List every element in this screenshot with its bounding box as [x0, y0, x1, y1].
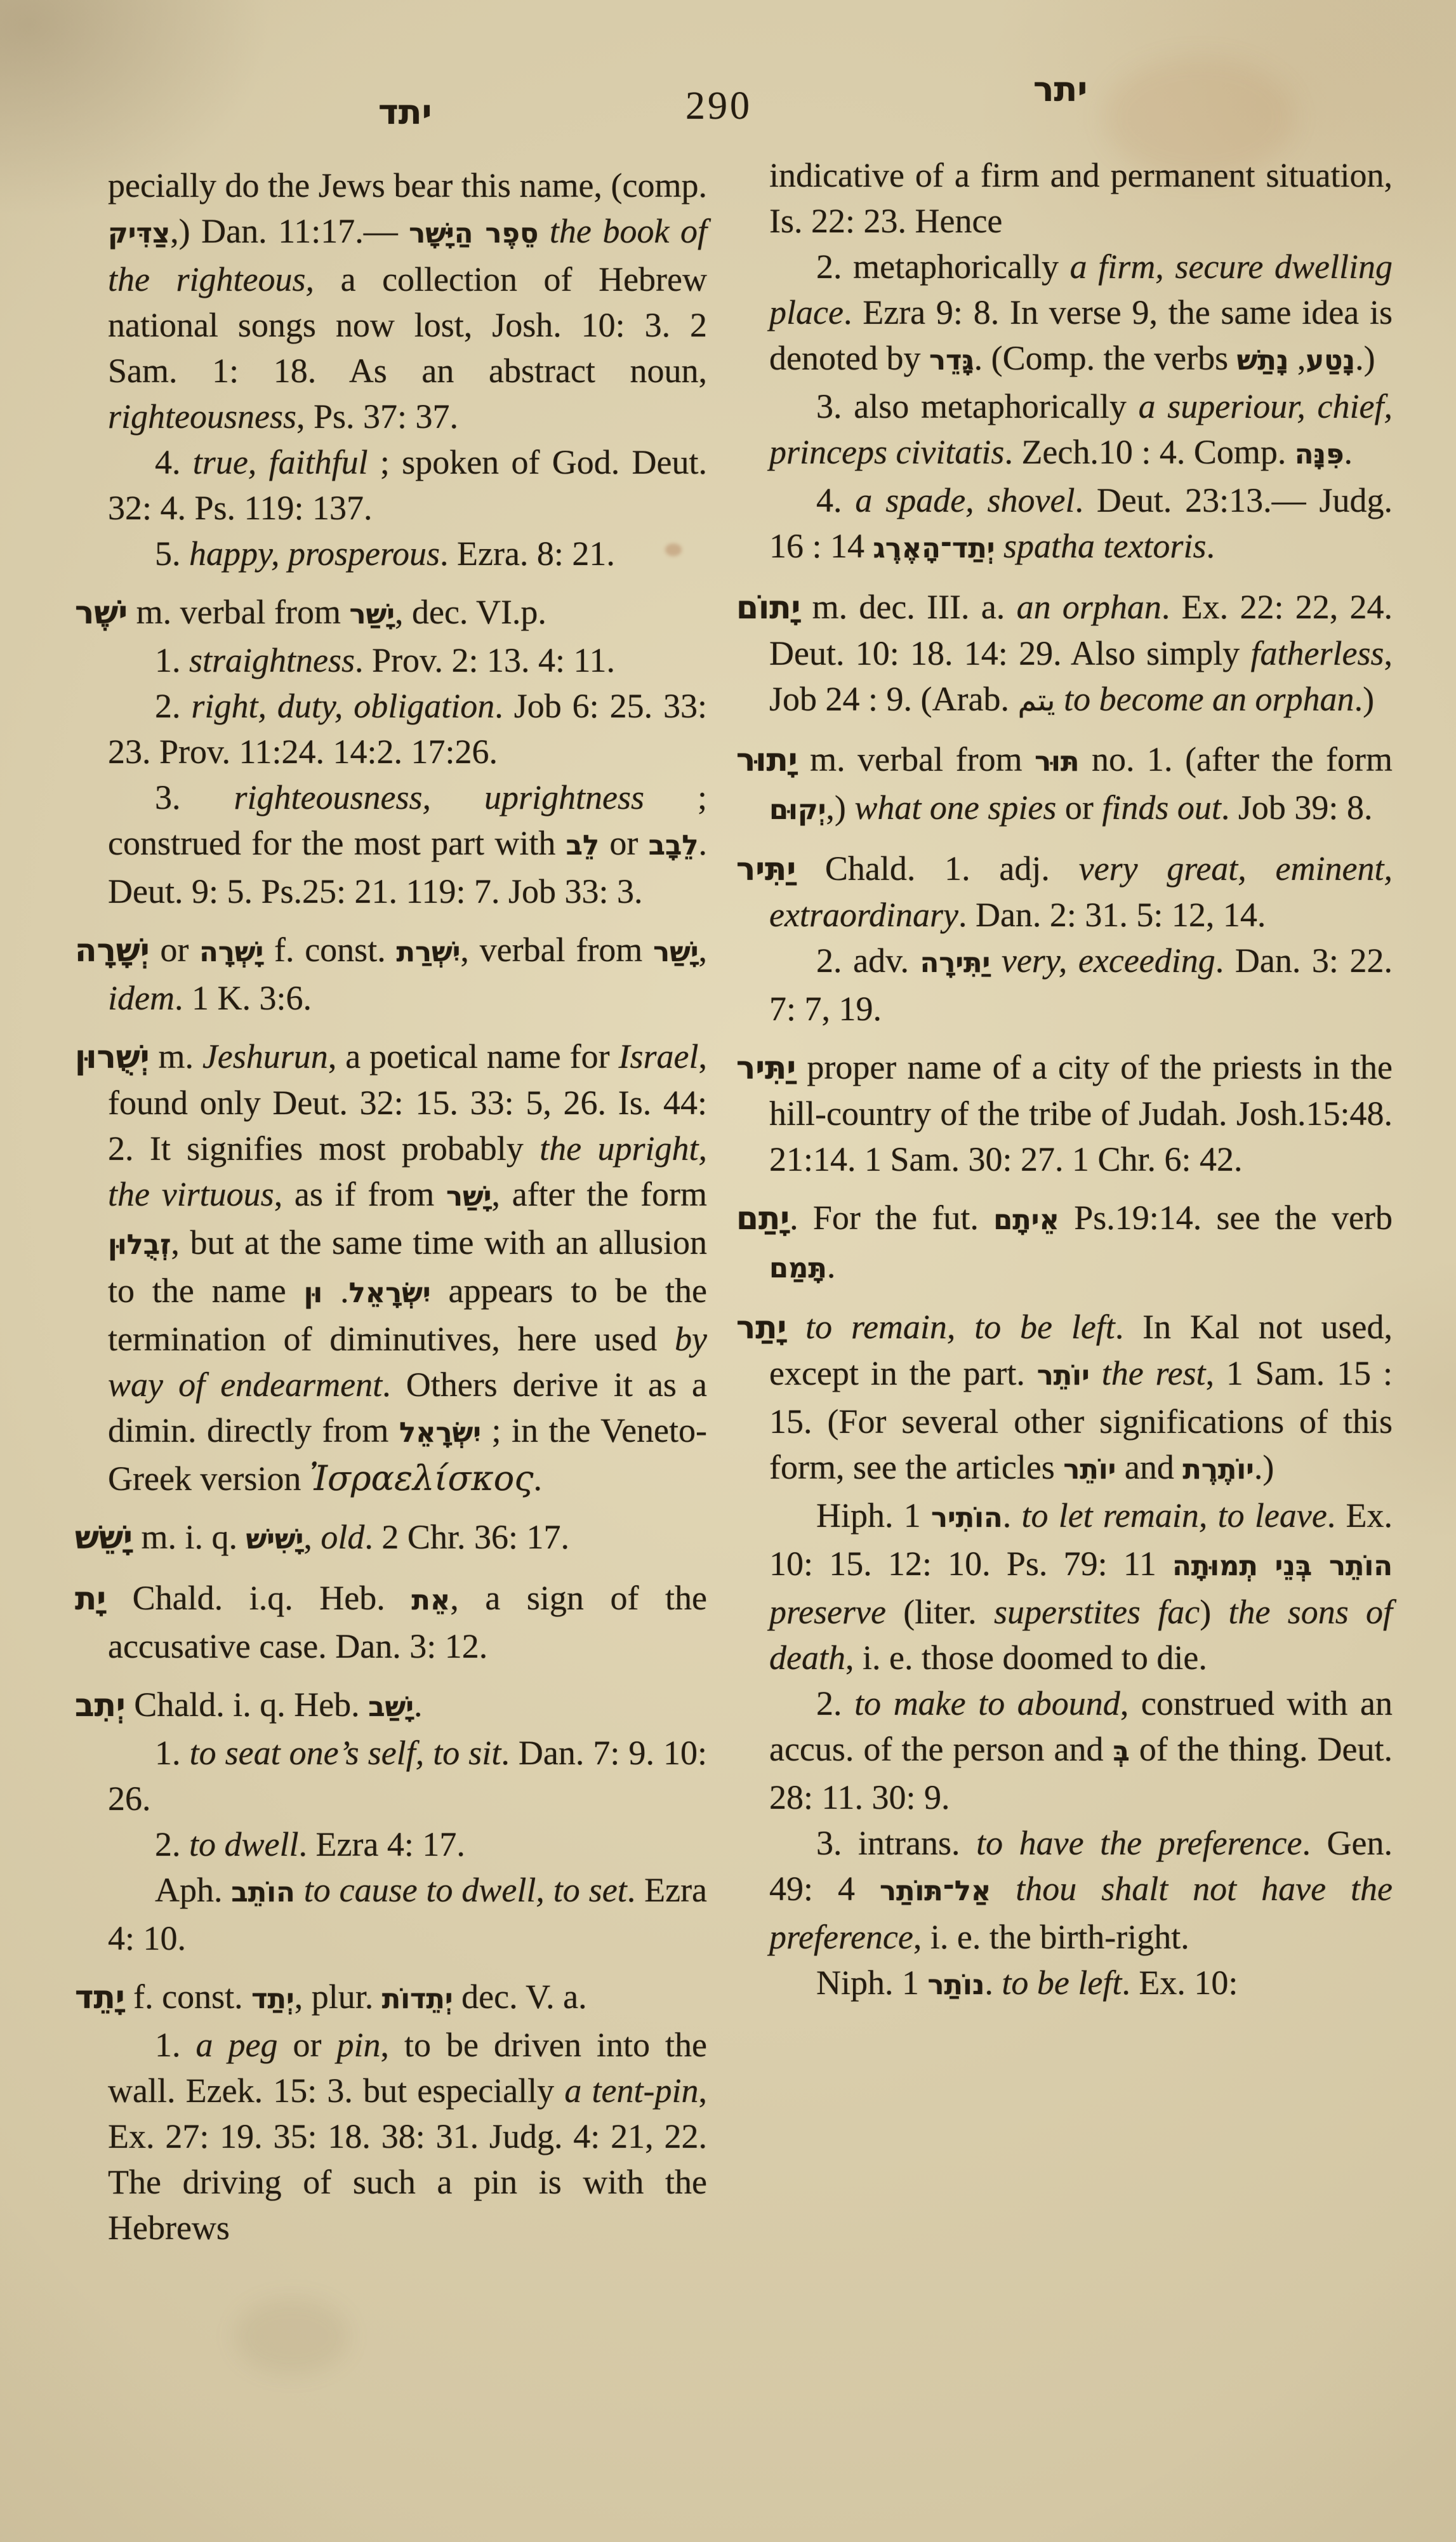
paragraph	[769, 1680, 1393, 1820]
hebrew-headword: יָתוֹם	[736, 589, 801, 626]
paper-stain	[235, 2298, 349, 2374]
body-text: 1.	[155, 641, 189, 679]
italic-text: preserve	[769, 1593, 886, 1631]
body-text: . For the fut.	[790, 1199, 994, 1237]
body-text: . Ex. 10:	[1122, 1964, 1238, 2002]
body-text: ,	[1288, 339, 1306, 377]
dictionary-entry	[736, 846, 1393, 938]
body-text: ,	[303, 1518, 321, 1556]
body-text: Chald. 1. adj.	[796, 849, 1079, 888]
body-text: Aph.	[155, 1871, 232, 1909]
hebrew-headword: יַתִּיר	[736, 850, 797, 888]
body-text: . Ezra. 8: 21.	[440, 535, 615, 573]
hebrew-text: נָטַע	[1306, 345, 1356, 376]
hebrew-text: יָשְׁרָה	[199, 936, 264, 968]
body-text: 1.	[902, 1964, 1002, 2002]
body-text: 4.	[816, 481, 856, 519]
body-text: . Ezra 9: 8. In verse 9, the same idea is denoted by	[769, 293, 1393, 377]
body-text	[1056, 680, 1064, 718]
body-text	[991, 1870, 1016, 1908]
body-text: proper name of a city of the priests in the hill-country of the tribe of Judah. Josh.15:48. 21:14. 1 Sam. 30: 27. 1 Chr. 6: 42.	[769, 1048, 1393, 1178]
italic-text: very great, eminent, extraordinary	[769, 849, 1393, 934]
body-text: , plur.	[294, 1978, 382, 2016]
hebrew-text: יְתַד־הָאֶרֶג	[873, 533, 995, 564]
hebrew-headword: יְשֻׁרוּן	[75, 1038, 150, 1075]
hebrew-text: יְתַד	[251, 1983, 295, 2015]
italic-text: the upright, the virtuous	[108, 1129, 707, 1213]
body-text: or	[1056, 789, 1102, 827]
italic-text: to cause to dwell, to set	[303, 1871, 627, 1909]
paragraph	[108, 683, 707, 775]
hebrew-text: בְּ	[1113, 1736, 1130, 1767]
body-text: m. i. q.	[132, 1518, 246, 1556]
hebrew-text: הוֹתֵר בְּנֵי תְמוּתָה	[1172, 1550, 1393, 1582]
body-text: . Gen. 49: 4	[769, 1824, 1393, 1908]
italic-text: old	[321, 1518, 365, 1556]
body-text: 5.	[155, 535, 189, 573]
body-text: . (Comp. the verbs	[974, 339, 1237, 377]
hebrew-text: גָּדֵר	[929, 345, 974, 376]
hebrew-text: סֵפֶר הַיָּשָׁר	[409, 218, 539, 250]
italic-text: finds out	[1102, 789, 1221, 827]
hebrew-text: יְתֵדוֹת	[381, 1983, 453, 2015]
body-text: . Dan. 2: 31. 5: 12, 14.	[958, 896, 1266, 934]
dictionary-entry	[75, 1974, 707, 2022]
dictionary-entry	[75, 1575, 707, 1669]
page-number: 290	[685, 84, 752, 128]
hebrew-headword: יָתַר	[736, 1308, 787, 1346]
body-text: .	[533, 1460, 542, 1498]
hebrew-text: פִּנָּה	[1294, 439, 1344, 470]
body-text: , i. e. those doomed to die.	[845, 1639, 1207, 1677]
body-text: Hiph.	[816, 1496, 904, 1534]
body-text: .)	[1355, 339, 1375, 377]
italic-text: the rest	[1101, 1354, 1206, 1392]
italic-text: spatha textoris	[1003, 527, 1207, 565]
body-text: .)	[1354, 680, 1375, 718]
body-text: , dec. VI.p.	[394, 593, 546, 631]
body-text: m.	[149, 1037, 202, 1075]
italic-text: happy, prosperous	[189, 535, 440, 573]
body-text: m. verbal from	[128, 593, 350, 631]
body-text: . Deut. 23:13.— Judg. 16 : 14	[769, 481, 1393, 565]
header-keyword-right: יתר	[1033, 69, 1088, 109]
body-text: or	[599, 824, 649, 862]
italic-text: pin	[336, 2026, 381, 2064]
italic-text: by way of endearment	[108, 1320, 707, 1404]
body-text: 2.	[816, 1684, 855, 1722]
body-text: ; spoken of God. Deut. 32: 4. Ps. 119: 137.	[108, 443, 707, 527]
paragraph	[769, 477, 1393, 571]
body-text: 2.	[155, 687, 192, 725]
body-text: , a poetical name for	[328, 1037, 619, 1075]
italic-text: righteousness, uprightness	[234, 778, 644, 816]
hebrew-text: תָּמַם	[769, 1253, 827, 1284]
hebrew-text: לֵב	[566, 830, 600, 862]
body-text: ,) Dan. 11:17.—	[170, 212, 409, 250]
body-text: or	[277, 2026, 337, 2064]
dictionary-entry	[736, 1044, 1393, 1182]
header-keyword-left: יתד	[378, 92, 432, 132]
body-text: , 1 Sam. 15 : 15. (For several other significations of this form, see the articles	[769, 1354, 1393, 1486]
hebrew-text: יִשְׂרָאֵל	[399, 1417, 481, 1449]
paragraph	[769, 1960, 1393, 2008]
body-text: Ps.19:14. see the verb	[1059, 1199, 1393, 1237]
italic-text: to be left	[1002, 1964, 1122, 2002]
dictionary-entry	[75, 1034, 708, 1501]
body-text: . Ex. 22: 22, 24. Deut. 10: 18. 14: 29. Also simply	[769, 588, 1393, 672]
body-text: 2.	[155, 1825, 189, 1863]
body-text: no. 1. (after the form	[1079, 740, 1393, 778]
hebrew-headword: יֹשֶׁר	[75, 594, 128, 631]
body-text: . Ezra 4: 17.	[298, 1825, 465, 1863]
body-text: , after the form	[491, 1175, 708, 1213]
hebrew-headword: יָת	[75, 1580, 107, 1617]
hebrew-text: יִשְׂרָאֵל	[348, 1277, 431, 1309]
hebrew-headword: יַתִּיר	[736, 1049, 797, 1086]
paragraph	[769, 1820, 1393, 1960]
hebrew-text: אַל־תּוֹתַר	[879, 1875, 991, 1907]
body-text: , Ex. 27: 19. 35: 18. 38: 31. Judg. 4: 21, 22. The driving of such a pin is with the Hebrews	[108, 2072, 707, 2247]
body-text: . Job 39: 8.	[1221, 789, 1373, 827]
italic-text: to seat one’s self, to sit	[189, 1734, 501, 1772]
body-text: f. const.	[263, 931, 397, 969]
italic-text: an orphan	[1016, 588, 1161, 626]
body-text: pecially do the Jews bear this name, (comp.	[108, 166, 707, 204]
italic-text: a tent-pin	[564, 2072, 699, 2110]
italic-text: true, faithful	[192, 443, 368, 481]
hebrew-headword: יְתִב	[75, 1686, 126, 1724]
paragraph	[108, 637, 707, 683]
body-text: 1.	[155, 2026, 196, 2064]
body-text	[1090, 1354, 1102, 1392]
italic-text: right, duty, obligation	[191, 687, 495, 725]
body-text: of the thing. Deut. 28: 11. 30: 9.	[769, 1730, 1393, 1816]
paragraph	[769, 938, 1393, 1032]
body-text: .	[322, 1272, 349, 1310]
body-text: . Job 6: 25. 33: 23. Prov. 11:24. 14:2. 17:26.	[108, 687, 707, 771]
dictionary-entry	[736, 1304, 1393, 1493]
paragraph	[769, 1493, 1393, 1680]
paragraph	[108, 439, 707, 531]
paragraph	[108, 1867, 707, 1961]
italic-text: the book of the righteous,	[108, 212, 707, 298]
body-text: .	[414, 1686, 423, 1724]
body-text: ,)	[826, 789, 855, 827]
body-text: , but at the same time with an allusion to the name	[108, 1223, 707, 1310]
body-text: 2. metaphorically	[816, 248, 1070, 286]
body-text	[786, 1308, 805, 1346]
body-text: . Ex. 10: 15. 12: 10. Ps. 79: 11	[769, 1496, 1393, 1583]
body-text: . Others derive it as a dimin. directly from	[108, 1366, 708, 1449]
body-text: , found only Deut. 32: 15. 33: 5, 26. Is. 44: 2. It signifies most probably	[108, 1037, 707, 1168]
body-text: . Prov. 2: 13. 4: 11.	[355, 641, 616, 679]
body-text: m. verbal from	[797, 740, 1035, 778]
greek-text: Ἰσραελίσκος	[309, 1458, 534, 1498]
hebrew-text: יִשְׁרַת	[396, 936, 461, 968]
body-text: .	[1206, 527, 1215, 565]
hebrew-text: יָשַׁר	[349, 599, 395, 630]
body-text: .	[826, 1247, 836, 1285]
body-text: 2. adv.	[816, 942, 920, 980]
italic-text: straightness	[189, 641, 355, 679]
body-text: 4.	[155, 443, 193, 481]
italic-text: to have the preference	[976, 1824, 1302, 1862]
italic-text: a superiour, chief, princeps civitatis	[769, 387, 1393, 471]
italic-text: a peg	[195, 2026, 278, 2064]
body-text: , as if from	[274, 1175, 447, 1213]
hebrew-text: צַדִּיק	[108, 218, 171, 250]
body-text: .	[1344, 433, 1353, 471]
italic-text: to become an orphan	[1064, 680, 1354, 718]
hebrew-text: יְקוּם	[769, 794, 826, 826]
dictionary-entry	[75, 1514, 707, 1562]
body-text: . In Kal not used, except in the part.	[769, 1308, 1393, 1392]
body-text: . Deut. 9: 5. Ps.25: 21. 119: 7. Job 33: 3.	[108, 824, 707, 910]
body-text: . 1 K. 3:6.	[174, 979, 312, 1017]
body-text: . Ezra 4: 10.	[108, 1871, 708, 1957]
body-text: , i. e. the birth-right.	[913, 1918, 1189, 1956]
italic-text: Jeshurun	[202, 1037, 328, 1075]
dictionary-entry	[736, 736, 1393, 833]
italic-text: righteousness	[108, 397, 296, 436]
dictionary-entry	[75, 927, 708, 1021]
hebrew-text: הוֹתֵב	[231, 1877, 295, 1908]
body-text: ; in the Veneto-Greek version	[108, 1411, 707, 1498]
paragraph	[108, 163, 707, 439]
paragraph	[108, 1821, 707, 1867]
body-text	[990, 942, 1002, 980]
body-text: , Ps. 37: 37.	[296, 397, 459, 436]
hebrew-text: לֵבָב	[648, 830, 699, 862]
hebrew-text: יָשַׁר	[446, 1181, 492, 1213]
body-text: , a sign of the accusative case. Dan. 3: 12.	[108, 1579, 707, 1665]
hebrew-text: יַתִּירָה	[920, 947, 991, 979]
hebrew-headword: יָתוּר	[736, 741, 798, 778]
italic-text: superstites fac	[993, 1593, 1200, 1631]
body-text: m. dec. III. a.	[800, 588, 1017, 626]
body-text: 1.	[155, 1734, 190, 1772]
paragraph	[769, 383, 1393, 477]
body-text: appears to be the termination of diminutives, here used	[108, 1272, 708, 1358]
italic-text: fatherless	[1250, 634, 1384, 672]
body-text: 1.	[903, 1496, 1022, 1534]
hebrew-headword: יָתַם	[736, 1199, 790, 1237]
hebrew-text: יָשִׁישׁ	[246, 1524, 304, 1555]
body-text: ; construed for the most part with	[108, 778, 707, 862]
body-text: Niph.	[816, 1964, 902, 2002]
dictionary-entry	[75, 1682, 707, 1730]
body-text: Chald. i.q. Heb.	[106, 1579, 412, 1617]
left-column	[75, 163, 708, 2251]
hebrew-text: יוֹתֵר	[1063, 1454, 1116, 1486]
paragraph	[108, 531, 707, 576]
hebrew-text: זְבֻלוּן	[108, 1229, 171, 1261]
arabic-text: يتم	[1017, 683, 1056, 718]
body-text: f. const.	[124, 1978, 252, 2016]
italic-text: to remain, to be left	[805, 1308, 1115, 1346]
body-text: . Zech.10 : 4. Comp.	[1004, 433, 1295, 471]
hebrew-text: יוֹתֶרֶת	[1182, 1454, 1254, 1486]
hebrew-text: יָשַׁר	[653, 936, 699, 968]
body-text: 3. intrans.	[816, 1824, 977, 1862]
hebrew-text: תּוּר	[1035, 746, 1080, 778]
body-text: ,	[698, 931, 708, 969]
body-text: . Dan. 3: 22. 7: 7, 19.	[769, 942, 1393, 1028]
body-text: , construed with an accus. of the person and	[769, 1684, 1393, 1768]
dictionary-entry	[736, 584, 1393, 724]
hebrew-headword: יְשָׁרָה	[75, 931, 150, 969]
italic-text: idem	[108, 979, 175, 1017]
body-text: , to be driven into the wall. Ezek. 15: 3. but especially	[108, 2026, 708, 2110]
body-text: . 2 Chr. 36: 17.	[364, 1518, 569, 1556]
paragraph	[108, 1730, 707, 1821]
body-text: a collection of Hebrew national songs now lost, Josh. 10: 3. 2 Sam. 1: 18. As an abstract noun,	[108, 260, 707, 390]
body-text: )	[1200, 1593, 1229, 1631]
italic-text: the sons of death	[769, 1593, 1393, 1677]
paragraph	[769, 244, 1393, 383]
right-column	[736, 152, 1393, 2008]
body-text: 3. also metaphorically	[816, 387, 1139, 425]
paragraph	[769, 152, 1393, 244]
body-text: , Job 24 : 9. (Arab.	[769, 634, 1393, 718]
paragraph	[108, 775, 707, 914]
body-text: 3.	[155, 778, 234, 816]
hebrew-headword: יָשֵׁשׁ	[75, 1519, 133, 1556]
hebrew-text: נוֹתַר	[927, 1969, 985, 2001]
italic-text: a firm, secure dwelling place	[769, 248, 1393, 331]
hebrew-text: אֵיתָם	[993, 1204, 1059, 1236]
italic-text: what one spies	[854, 789, 1057, 827]
body-text: .)	[1254, 1448, 1274, 1486]
body-text	[295, 1871, 304, 1909]
italic-text: very, exceeding	[1001, 942, 1215, 980]
paragraph	[108, 2022, 707, 2251]
body-text: (liter.	[885, 1593, 994, 1631]
hebrew-text: יָשַׁב	[368, 1691, 414, 1723]
body-text: or	[149, 931, 200, 969]
body-text: , verbal from	[460, 931, 654, 969]
hebrew-text: יוֹתֵר	[1036, 1360, 1090, 1392]
body-text: dec. V. a.	[453, 1978, 587, 2016]
body-text	[995, 527, 1003, 565]
hebrew-text: נָתַשׁ	[1236, 345, 1289, 376]
italic-text: a spade, shovel	[855, 481, 1075, 519]
italic-text: Israel	[618, 1037, 699, 1075]
italic-text: thou shalt not have the preference	[769, 1870, 1393, 1956]
italic-text: to dwell	[189, 1825, 299, 1863]
italic-text: to let remain, to leave	[1021, 1496, 1327, 1534]
body-text: . Dan. 7: 9. 10: 26.	[108, 1734, 707, 1818]
italic-text: to make to abound	[854, 1684, 1120, 1722]
dictionary-entry	[736, 1195, 1393, 1291]
hebrew-headword: יָתֵד	[75, 1978, 125, 2016]
body-text: and	[1116, 1448, 1183, 1486]
hebrew-text: הוֹתִיר	[931, 1502, 1003, 1534]
body-text: indicative of a firm and permanent situation, Is. 22: 23. Hence	[769, 156, 1393, 240]
hebrew-text: אֵת	[411, 1585, 451, 1616]
hebrew-text: וּן	[303, 1277, 323, 1309]
body-text: Chald. i. q. Heb.	[125, 1686, 369, 1724]
dictionary-entry	[75, 589, 707, 637]
